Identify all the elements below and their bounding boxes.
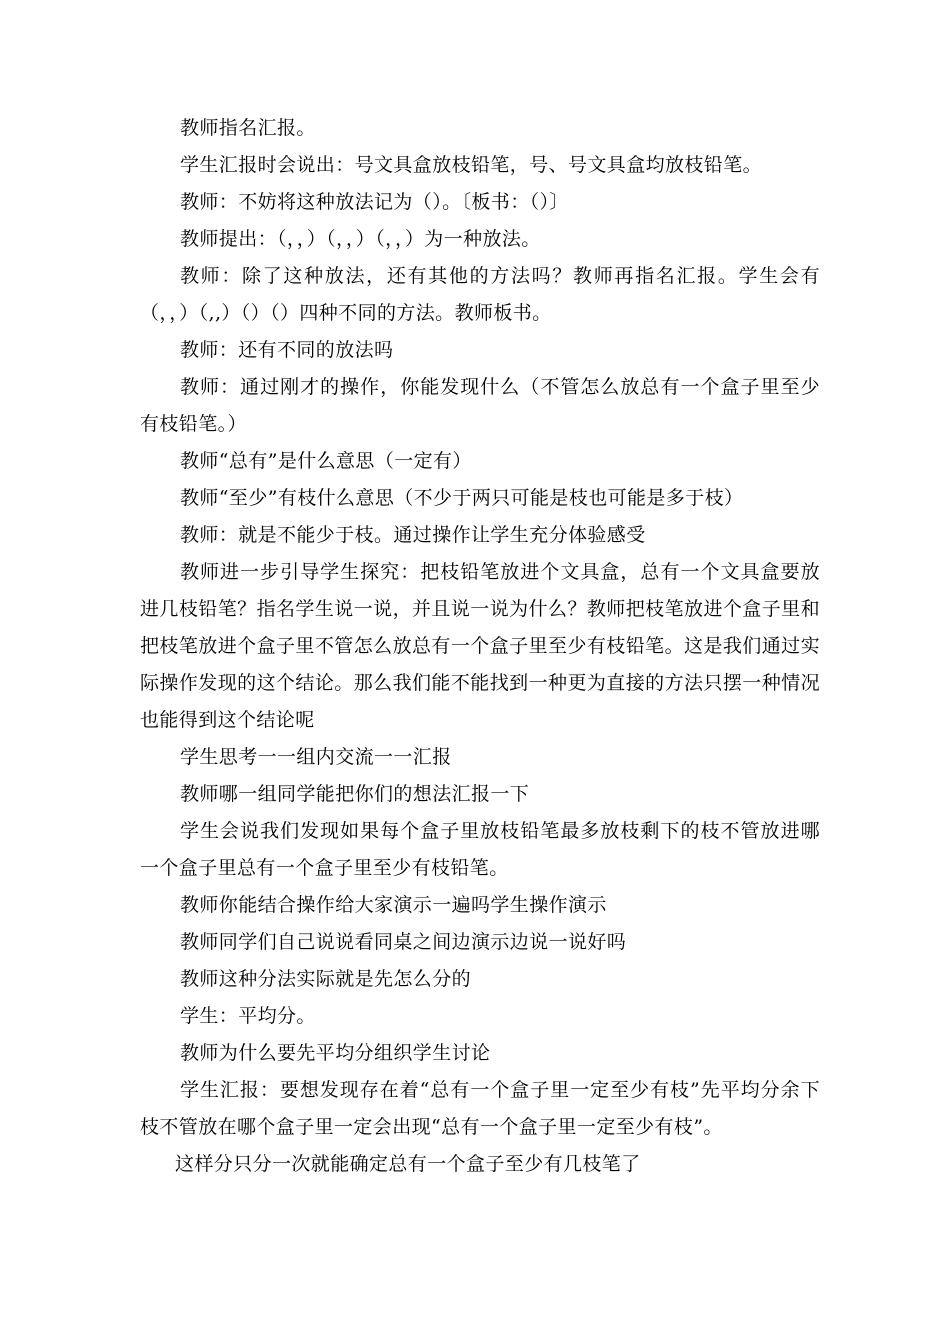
paragraph-5: 教师：除了这种放法，还有其他的方法吗？教师再指名汇报。学生会有（，，）（,,）（）（）四种不同的方法。教师板书。 <box>140 265 820 324</box>
paragraph-1: 教师指名汇报。 <box>180 117 316 139</box>
paragraph-19: 教师为什么要先平均分组织学生讨论 <box>180 1042 491 1064</box>
paragraph-9: 教师“至少”有枝什么意思（不少于两只可能是枝也可能是多于枝） <box>180 487 744 509</box>
paragraph-6: 教师：还有不同的放法吗 <box>180 339 394 361</box>
paragraph-21: 这样分只分一次就能确定总有一个盒子至少有几枝笔了 <box>175 1153 641 1175</box>
paragraph-3: 教师：不妨将这种放法记为（）。〔板书：（）〕 <box>180 191 569 213</box>
paragraph-16: 教师同学们自己说说看同桌之间边演示边说一说好吗 <box>180 931 627 953</box>
paragraph-2: 学生汇报时会说出：号文具盒放枝铅笔，号、号文具盒均放枝铅笔。 <box>180 154 763 176</box>
document-page <box>140 110 820 1183</box>
paragraph-11: 教师进一步引导学生探究：把枝铅笔放进个文具盒，总有一个文具盒要放进几枝铅笔？指名学生说一说，并且说一说为什么？教师把枝笔放进个盒子里和把枝笔放进个盒子里不管怎么放总有一个盒子里至少有枝铅笔。这是我们通过实际操作发现的这个结论。那么我们能不能找到一种更为直接的方法只摆一种情况也能得到这个结论呢 <box>140 561 820 731</box>
paragraph-18: 学生：平均分。 <box>180 1005 316 1027</box>
paragraph-13: 教师哪一组同学能把你们的想法汇报一下 <box>180 783 530 805</box>
paragraph-17: 教师这种分法实际就是先怎么分的 <box>180 968 472 990</box>
paragraph-7: 教师：通过刚才的操作，你能发现什么（不管怎么放总有一个盒子里至少有枝铅笔。） <box>140 376 820 435</box>
paragraph-4: 教师提出：（，，）（，，）（，，）为一种放法。 <box>180 228 541 250</box>
paragraph-12: 学生思考一一组内交流一一汇报 <box>180 746 452 768</box>
paragraph-15: 教师你能结合操作给大家演示一遍吗学生操作演示 <box>180 894 607 916</box>
paragraph-10: 教师：就是不能少于枝。通过操作让学生充分体验感受 <box>180 524 646 546</box>
paragraph-20: 学生汇报：要想发现存在着“总有一个盒子里一定至少有枝”先平均分余下枝不管放在哪个盒子里一定会出现“总有一个盒子里一定至少有枝”。 <box>140 1079 820 1138</box>
paragraph-8: 教师“总有”是什么意思（一定有） <box>180 450 472 472</box>
paragraph-14: 学生会说我们发现如果每个盒子里放枝铅笔最多放枝剩下的枝不管放进哪一个盒子里总有一个盒子里至少有枝铅笔。 <box>140 820 820 879</box>
